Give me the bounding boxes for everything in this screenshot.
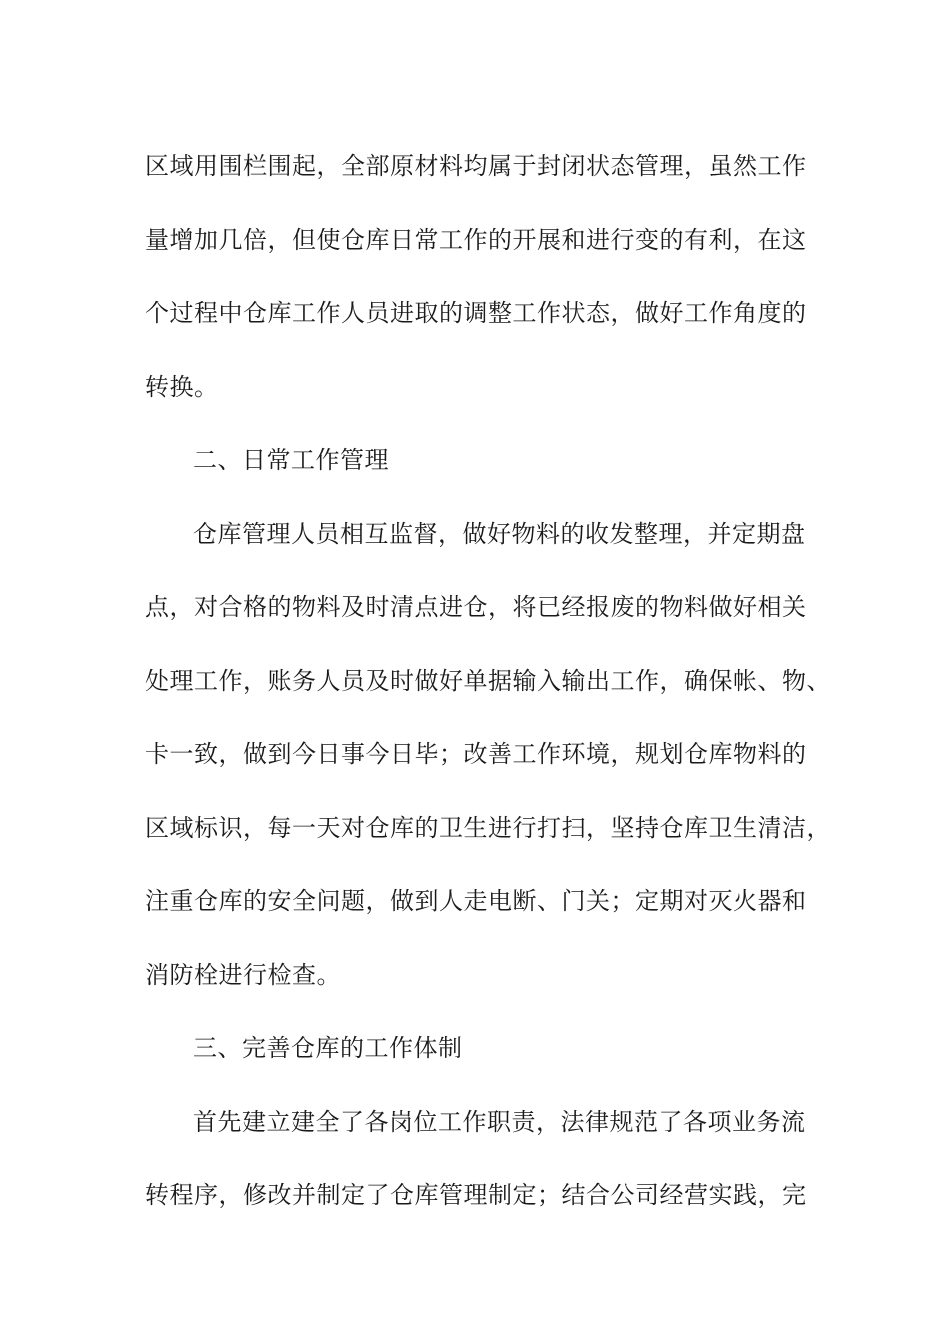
section-heading: 三、完善仓库的工作体制 xyxy=(193,1034,463,1062)
section-heading: 二、日常工作管理 xyxy=(193,446,389,474)
text-line: 首先建立建全了各岗位工作职责，法律规范了各项业务流 xyxy=(193,1107,806,1136)
text-line: 转换。 xyxy=(145,372,219,401)
text-line: 区域用围栏围起，全部原材料均属于封闭状态管理，虽然工作 xyxy=(145,152,807,180)
text-line: 卡一致，做到今日事今日毕；改善工作环境，规划仓库物料的 xyxy=(145,740,807,768)
text-line: 注重仓库的安全问题，做到人走电断、门关；定期对灭火器和 xyxy=(145,887,807,915)
text-line: 点，对合格的物料及时清点进仓，将已经报废的物料做好相关 xyxy=(145,593,807,621)
document-body xyxy=(145,130,831,1233)
text-line: 量增加几倍，但使仓库日常工作的开展和进行变的有利，在这 xyxy=(145,225,807,254)
text-line: 个过程中仓库工作人员进取的调整工作状态，做好工作角度的 xyxy=(145,299,807,327)
text-line: 仓库管理人员相互监督，做好物料的收发整理，并定期盘 xyxy=(193,519,806,548)
text-line: 处理工作，账务人员及时做好单据输入输出工作，确保帐、物、 xyxy=(145,666,831,695)
text-line: 消防栓进行检查。 xyxy=(145,960,341,989)
text-line: 转程序，修改并制定了仓库管理制定；结合公司经营实践，完 xyxy=(145,1181,807,1209)
text-line: 区域标识，每一天对仓库的卫生进行打扫，坚持仓库卫生清洁， xyxy=(145,813,831,842)
